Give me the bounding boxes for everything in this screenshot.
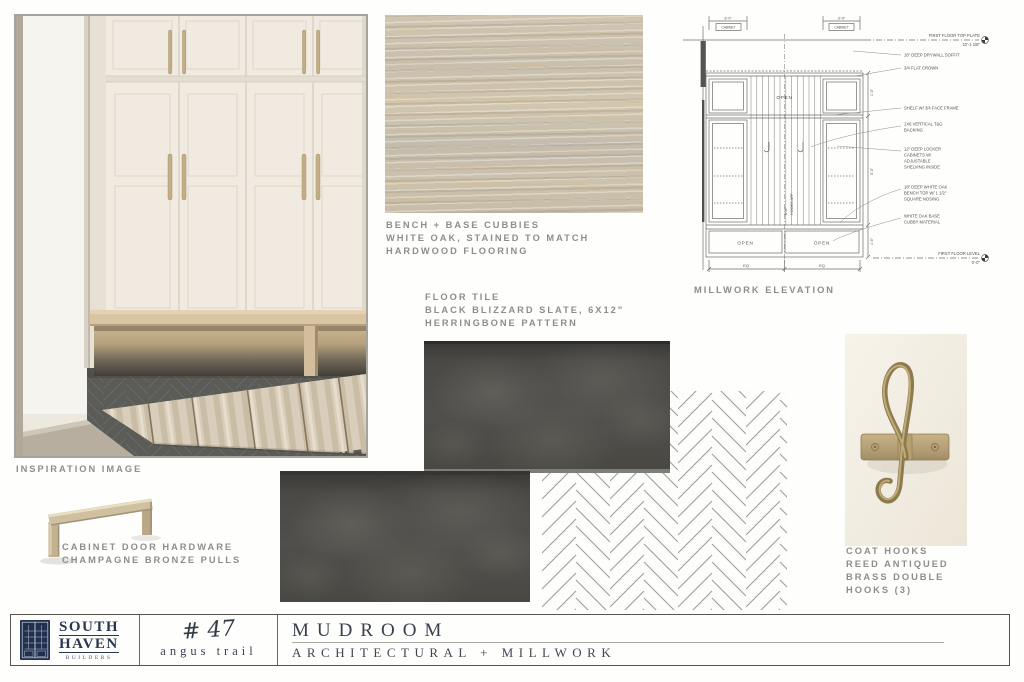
logo-south: SOUTH <box>59 619 120 635</box>
note-locker: 12" DEEP LOCKER <box>904 146 942 152</box>
datum-top-dim: 10'-1 1/8" <box>962 41 980 47</box>
caption-line: BENCH + BASE CUBBIES <box>386 220 540 230</box>
caption-line: BLACK BLIZZARD SLATE, 6X12" <box>425 305 625 315</box>
note-base: WHITE OAK BASE <box>904 213 940 219</box>
wall-section-poche <box>701 41 706 87</box>
south-haven-door-icon <box>20 620 50 660</box>
sheet-title-section <box>278 615 1009 665</box>
sheet-subtitle: ARCHITECTURAL + MILLWORK <box>292 644 617 660</box>
note-crown: 3/4 FLAT CROWN <box>904 65 939 71</box>
open-center: OPEN <box>776 95 793 100</box>
sheet-title: MUDROOM <box>292 619 450 641</box>
eq-left: EQ <box>743 263 749 268</box>
note-bench-2: BENCH TOP W/ 1 1/2" <box>904 190 947 196</box>
open-cubby-right: OPEN <box>813 240 831 246</box>
project-number: # 47 <box>180 616 236 645</box>
dim-cab-right: 3'-0" <box>837 16 846 21</box>
note-backing-2: BACKING <box>904 127 923 133</box>
caption-line: BRASS DOUBLE <box>846 572 945 582</box>
white-oak-swatch <box>385 15 643 213</box>
note-shelf: SHELF W/ 3/4 FACE FRAME <box>904 105 959 111</box>
mudroom-photo-illustration <box>16 16 366 456</box>
coat-hooks-caption <box>846 545 949 597</box>
cabinet-label-left: CABINET <box>721 25 736 30</box>
left-wall <box>16 16 88 456</box>
millwork-elevation-drawing <box>683 10 1013 288</box>
slate-tile-sample-2 <box>280 471 530 602</box>
side-dim-1: 1'-0" <box>870 89 874 96</box>
caption-line: CHAMPAGNE BRONZE PULLS <box>62 555 242 565</box>
slate-tile-sample-1 <box>424 341 670 473</box>
leader-lines <box>811 51 901 241</box>
caption-line: WHITE OAK, STAINED TO MATCH <box>386 233 590 243</box>
note-base-2: CUBBY MATERIAL <box>904 219 941 225</box>
eq-right: EQ <box>819 263 825 268</box>
caption-line: REED ANTIQUED <box>846 559 949 569</box>
datum-bottom-label: FIRST FLOOR LEVEL <box>938 251 980 256</box>
note-bench-3: SQUARE NOSING <box>904 196 940 202</box>
open-cubby-left: OPEN <box>737 240 754 246</box>
note-locker-2: CABINETS W/ <box>904 152 932 158</box>
inspiration-photo <box>14 14 368 458</box>
cabinet-hardware-caption <box>62 541 241 567</box>
bench-cubbies-caption <box>386 219 589 258</box>
caption-line: COAT HOOKS <box>846 546 929 556</box>
title-rule <box>292 642 944 643</box>
datum-top-label: FIRST FLOOR TOP PLATE <box>928 33 980 38</box>
project-name: angus trail <box>160 644 257 658</box>
panel-edge <box>88 16 90 368</box>
dim-cab-left: 3'-0" <box>724 16 732 21</box>
caption-line: FLOOR TILE <box>425 292 501 302</box>
millwork-elevation-caption: MILLWORK ELEVATION <box>694 285 836 295</box>
note-locker-4: SHELVING INSIDE <box>904 164 940 170</box>
note-soffit: 18" DEEP DRYWALL SOFFIT <box>904 52 960 58</box>
inspiration-caption: INSPIRATION IMAGE <box>16 464 143 474</box>
wall-line <box>702 100 704 222</box>
hooks-aff-label: HOOKS AFF <box>790 193 794 215</box>
caption-line: HERRINGBONE PATTERN <box>425 318 578 328</box>
logo-builders: BUILDERS <box>65 655 113 661</box>
side-dim-2: 5'-0" <box>870 168 874 175</box>
coat-hook-svg <box>845 334 967 546</box>
title-block <box>10 614 1010 666</box>
note-locker-3: ADJUSTABLE <box>904 158 931 164</box>
logo-haven: HAVEN <box>59 636 119 652</box>
coat-hook-photo <box>845 334 967 546</box>
oak-bench <box>90 310 366 376</box>
elevation-svg <box>683 10 1013 288</box>
logo-wordmark <box>59 619 119 661</box>
note-bench: 18" DEEP WHITE OAK <box>904 184 948 190</box>
logo-section <box>11 615 139 665</box>
datum-bottom-dim: 0'-0" <box>971 259 980 265</box>
hooks-dim: 5'-0" <box>784 207 788 215</box>
project-number-section <box>139 615 278 665</box>
cream-cabinets <box>106 16 366 324</box>
caption-line: HOOKS (3) <box>846 585 913 595</box>
floor-tile-caption <box>425 291 624 330</box>
caption-line: CABINET DOOR HARDWARE <box>62 542 234 552</box>
note-backing: 1X6 VERTICAL T&G <box>904 121 943 127</box>
cabinet-label-right: CABINET <box>834 25 849 30</box>
side-dim-3: 1'-6" <box>870 238 874 245</box>
caption-line: HARDWOOD FLOORING <box>386 246 529 256</box>
